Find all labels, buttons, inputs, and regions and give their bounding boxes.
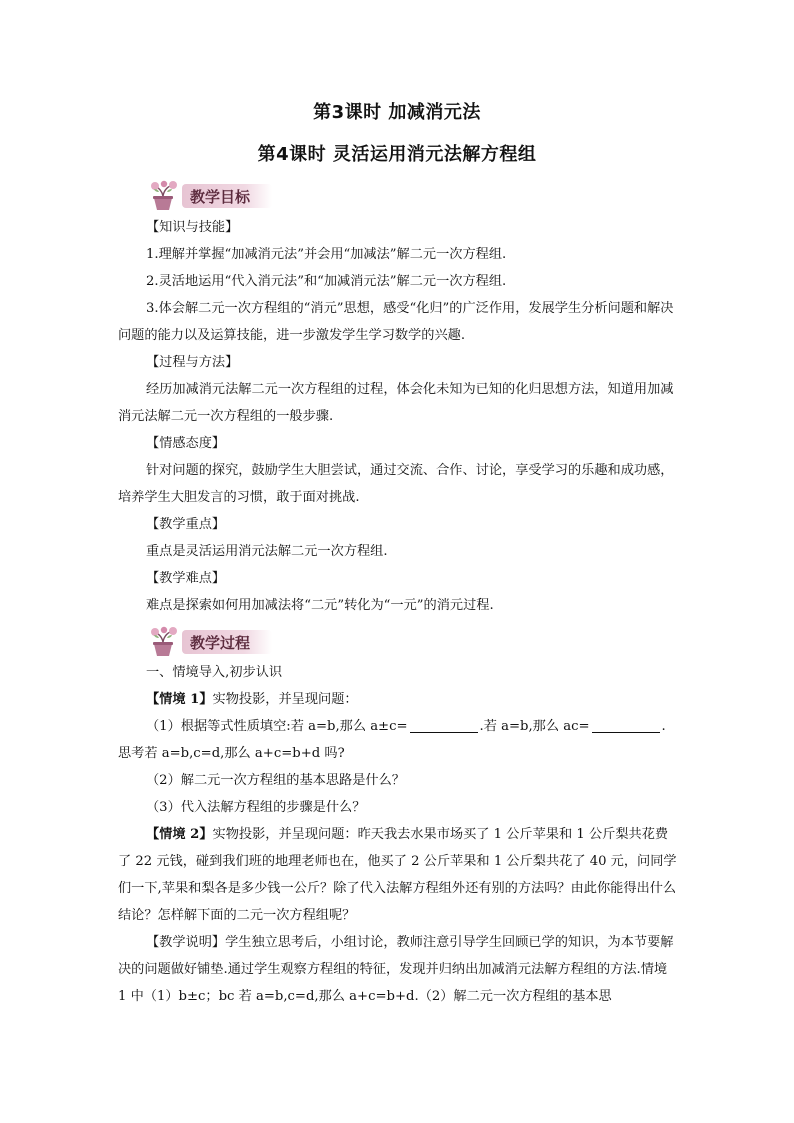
knowledge-item-3: 3.体会解二元一次方程组的“消元”思想，感受“化归”的广泛作用，发展学生分析问题和解决问题的能力以及运算技能，进一步激发学生学习数学的兴趣. [118, 301, 674, 343]
scenario-2-label: 【情境 2】 [146, 827, 213, 842]
section-spacer [118, 619, 678, 659]
attitude-heading: 【情感态度】 [146, 436, 226, 451]
answer-blank [592, 718, 660, 733]
section-label: 教学过程 [182, 630, 272, 654]
question-1 [118, 713, 678, 740]
attitude-text: 针对问题的探究，鼓励学生大胆尝试，通过交流、合作、讨论，享受学习的乐趣和成功感，培养学生大胆发言的习惯，敢于面对挑战. [118, 463, 674, 505]
teaching-note-label: 【教学说明】 [146, 935, 226, 950]
section-label: 教学目标 [182, 184, 272, 208]
teaching-note [118, 929, 678, 1010]
knowledge-item-1: 1.理解并掌握“加减消元法”并会用“加减法”解二元一次方程组. [146, 247, 507, 262]
lesson-subtitle: 第4课时 灵活运用消元法解方程组 [257, 144, 537, 165]
process-heading: 【过程与方法】 [146, 355, 239, 370]
process-text: 经历加减消元法解二元一次方程组的过程，体会化未知为已知的化归思想方法，知道用加减消元法解二元一次方程组的一般步骤. [118, 382, 674, 424]
question-1-part-c: . [661, 719, 666, 734]
teaching-note-text: 学生独立思考后，小组讨论，教师注意引导学生回顾已学的知识，为本节要解决的问题做好铺垫.通过学生观察方程组的特征，发现并归纳出加减消元法解方程组的方法.情境 1 中（1）b±c；bc 若 a=b,c=d,那么 a+c=b+d.（2）解二元一次方程组的基本思 [118, 935, 674, 1004]
difficulty-heading: 【教学难点】 [146, 571, 226, 586]
key-point-heading: 【教学重点】 [146, 517, 226, 532]
question-2: （2）解二元一次方程组的基本思路是什么？ [146, 773, 405, 788]
question-3: （3）代入法解方程组的步骤是什么？ [146, 800, 366, 815]
scenario-1 [118, 686, 678, 713]
question-1-think: 思考若 a=b,c=d,那么 a+c=b+d 吗? [118, 746, 345, 761]
section-header-goals [146, 180, 272, 212]
difficulty-text: 难点是探索如何用加减法将“二元”转化为“一元”的消元过程. [146, 598, 494, 613]
document-body [118, 214, 678, 1010]
question-1-part-a: （1）根据等式性质填空:若 a=b,那么 a±c= [146, 719, 408, 734]
scenario-2 [118, 821, 678, 929]
lesson-title: 第3课时 加减消元法 [313, 102, 481, 123]
scenario-1-intro: 实物投影，并呈现问题： [212, 692, 358, 707]
scenario-1-label: 【情境 1】 [146, 692, 213, 707]
key-point-text: 重点是灵活运用消元法解二元一次方程组. [146, 544, 388, 559]
scenario-2-text: 实物投影，并呈现问题：昨天我去水果市场买了 1 公斤苹果和 1 公斤梨共花费了 22 元钱，碰到我们班的地理老师也在，他买了 2 公斤苹果和 1 公斤梨共花了 40 元，问同学们一下,苹果和梨各是多少钱一公斤？除了代入法解方程组外还有别的方法吗？由此你能得出什么结论？怎样解下面的二元一次方程组呢？ [118, 827, 677, 923]
knowledge-heading: 【知识与技能】 [146, 220, 239, 235]
answer-blank [410, 718, 478, 733]
question-1-part-b: .若 a=b,那么 ac= [479, 719, 590, 734]
part-heading: 一、情境导入,初步认识 [146, 665, 283, 680]
knowledge-item-2: 2.灵活地运用“代入消元法”和“加减消元法”解二元一次方程组. [146, 274, 507, 289]
flower-pot-icon [146, 180, 180, 212]
